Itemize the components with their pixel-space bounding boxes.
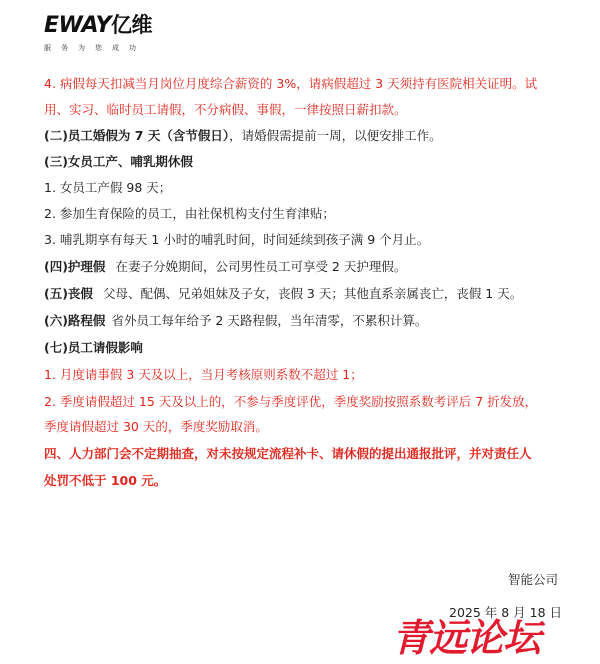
section-four-line-1: 四、人力部门会不定期抽查，对未按规定流程补卡、请休假的提出通报批评，并对责任人	[44, 446, 532, 461]
funeral-leave-heading: (五)丧假	[44, 286, 93, 301]
funeral-leave-text: 父母、配偶、兄弟姐妹及子女，丧假 3 天；其他直系亲属丧亡，丧假 1 天。	[102, 286, 523, 301]
leave-impact-item-2: 2. 季度请假超过 15 天及以上的，不参与季度评优，季度奖励按照系数考评后 7 折发放，	[44, 394, 538, 409]
nursing-leave-heading: (四)护理假	[44, 259, 106, 274]
leave-impact-heading: (七)员工请假影响	[44, 340, 143, 355]
travel-leave-heading: (六)路程假	[44, 313, 106, 328]
nursing-leave-paragraph	[44, 258, 406, 276]
marriage-leave-text: ，请婚假需提前一周，以便安排工作。	[229, 128, 442, 143]
logo-wordmark	[44, 12, 174, 39]
watermark-text: 青远论坛	[392, 616, 541, 660]
travel-leave-paragraph	[44, 312, 427, 330]
forum-watermark	[392, 612, 600, 664]
sick-leave-line-2: 用、实习、临时员工请假，不分病假、事假，一律按照日薪扣款。	[44, 102, 407, 117]
logo-chinese: 亿维	[110, 13, 152, 37]
sick-leave-line-1: 4. 病假每天扣减当月岗位月度综合薪资的 3%，请病假超过 3 天须持有医院相关证明。试	[44, 76, 538, 91]
leave-impact-item-2-cont: 季度请假超过 30 天的，季度奖励取消。	[44, 419, 268, 434]
funeral-leave-paragraph	[44, 285, 522, 303]
signature-date: 2025 年 8 月 18 日	[449, 605, 563, 620]
signature-company: 智能公司	[508, 572, 559, 587]
marriage-leave-paragraph	[44, 127, 442, 145]
company-logo	[44, 12, 174, 58]
maternity-leave-heading: (三)女员工产、哺乳期休假	[44, 154, 193, 169]
nursing-leave-text: 在妻子分娩期间，公司男性员工可享受 2 天护理假。	[115, 259, 407, 274]
logo-slogan: 服务为您成功	[44, 44, 146, 52]
travel-leave-text: 省外员工每年给予 2 天路程假，当年清零，不累积计算。	[111, 313, 428, 328]
logo-latin: EWAY	[44, 13, 111, 38]
section-four-line-2: 处罚不低于 100 元。	[44, 473, 167, 488]
maternity-item-2: 2. 参加生育保险的员工，由社保机构支付生育津贴；	[44, 206, 335, 221]
maternity-item-1: 1. 女员工产假 98 天；	[44, 180, 172, 195]
maternity-item-3: 3. 哺乳期享有每天 1 小时的哺乳时间，时间延续到孩子满 9 个月止。	[44, 232, 430, 247]
marriage-leave-heading: (二)员工婚假为 7 天（含节假日）	[44, 128, 230, 143]
leave-impact-item-1: 1. 月度请事假 3 天及以上，当月考核原则系数不超过 1；	[44, 367, 363, 382]
